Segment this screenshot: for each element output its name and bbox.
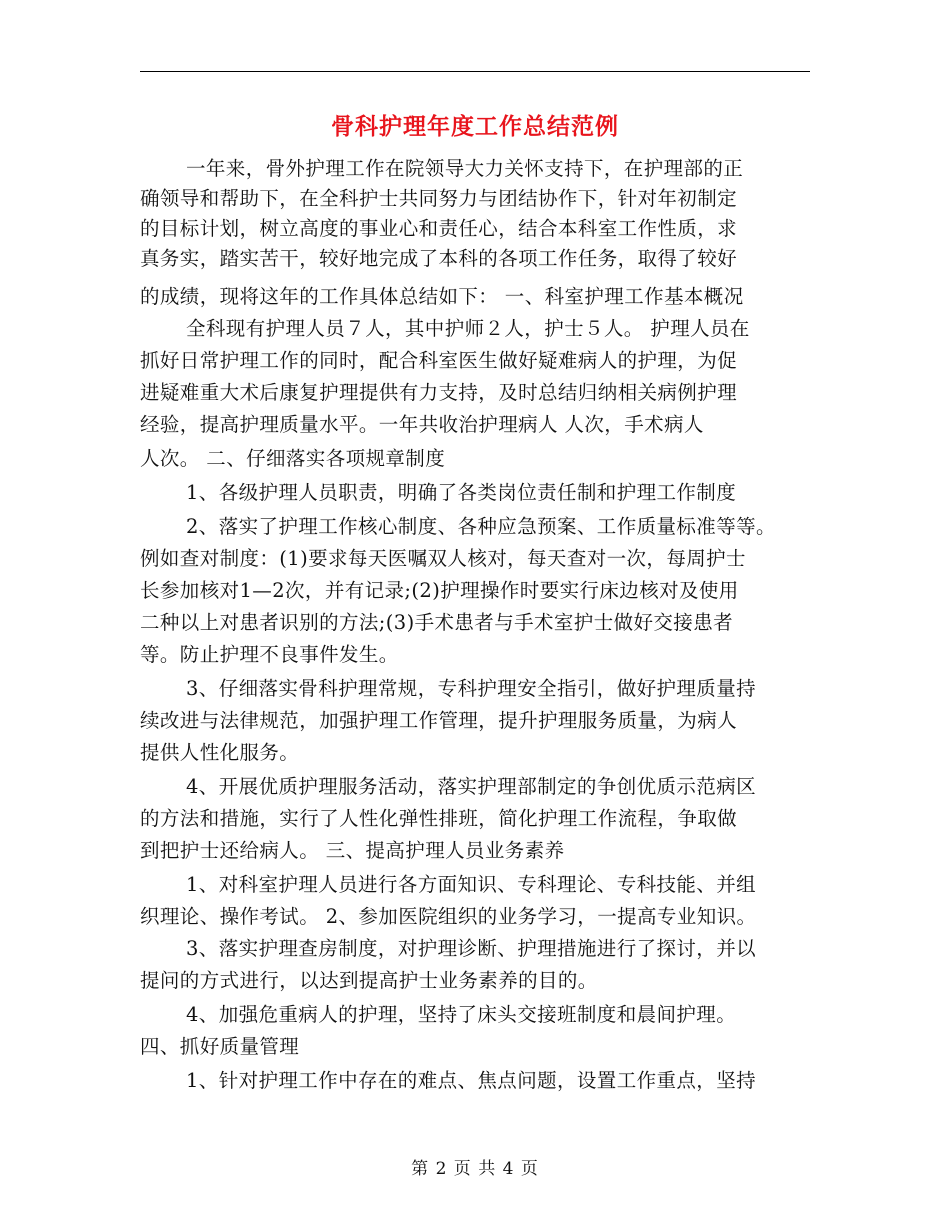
body-line: 4、开展优质护理服务活动，落实护理部制定的争创优质示范病区 [186,775,757,798]
body-line: 全科现有护理人员７人，其中护师２人，护士５人。 护理人员在 [186,317,750,340]
body-line: 的成绩，现将这年的工作具体总结如下： 一、科室护理工作基本概况 [140,285,744,308]
body-line: 进疑难重大术后康复护理提供有力支持，及时总结归纳相关病例护理 [140,381,738,404]
body-line: 4、加强危重病人的护理，坚持了床头交接班制度和晨间护理。 [186,1003,737,1026]
body-line: 四、抓好质量管理 [140,1035,300,1058]
body-line: 长参加核对1—2次，并有记录;(2)护理操作时要实行床边核对及使用 [140,579,739,602]
body-line: 人次。 二、仔细落实各项规章制度 [140,447,446,470]
body-line: 到把护士还给病人。 三、提高护理人员业务素养 [140,839,565,862]
document-title: 骨科护理年度工作总结范例 [331,113,619,140]
header-rule [140,71,810,72]
body-line: 经验，提高护理质量水平。一年共收治护理病人 人次，手术病人 [140,413,704,436]
body-line: 续改进与法律规范，加强护理工作管理，提升护理服务质量，为病人 [140,709,738,732]
body-line: 等。防止护理不良事件发生。 [140,643,399,666]
body-line: 例如查对制度：(1)要求每天医嘱双人核对，每天查对一次，每周护士 [140,547,746,570]
body-line: 一年来，骨外护理工作在院领导大力关怀支持下，在护理部的正 [186,157,744,180]
body-line: 提问的方式进行，以达到提高护士业务素养的目的。 [140,969,598,992]
body-line: 的方法和措施，实行了人性化弹性排班，简化护理工作流程，争取做 [140,807,738,830]
body-line: 1、各级护理人员职责，明确了各类岗位责任制和护理工作制度 [186,481,737,504]
body-line: 3、仔细落实骨科护理常规，专科护理安全指引，做好护理质量持 [186,677,757,700]
body-line: 提供人性化服务。 [140,741,300,764]
body-line: 1、针对护理工作中存在的难点、焦点问题，设置工作重点，坚持 [186,1069,757,1092]
page-number: 第 2 页 共 4 页 [411,1159,539,1179]
body-line: 2、落实了护理工作核心制度、各种应急预案、工作质量标准等等。 [186,515,776,538]
body-line: 3、落实护理查房制度，对护理诊断、护理措施进行了探讨，并以 [186,937,757,960]
body-line: 真务实，踏实苦干，较好地完成了本科的各项工作任务，取得了较好 [140,247,738,270]
body-line: 确领导和帮助下，在全科护士共同努力与团结协作下，针对年初制定 [140,187,738,210]
body-line: 的目标计划，树立高度的事业心和责任心，结合本科室工作性质，求 [140,217,738,240]
body-line: 抓好日常护理工作的同时，配合科室医生做好疑难病人的护理，为促 [140,349,738,372]
body-line: 织理论、操作考试。 2、参加医院组织的业务学习，一提高专业知识。 [140,905,757,928]
body-line: 二种以上对患者识别的方法;(3)手术患者与手术室护士做好交接患者 [140,611,733,634]
body-line: 1、对科室护理人员进行各方面知识、专科理论、专科技能、并组 [186,873,757,896]
